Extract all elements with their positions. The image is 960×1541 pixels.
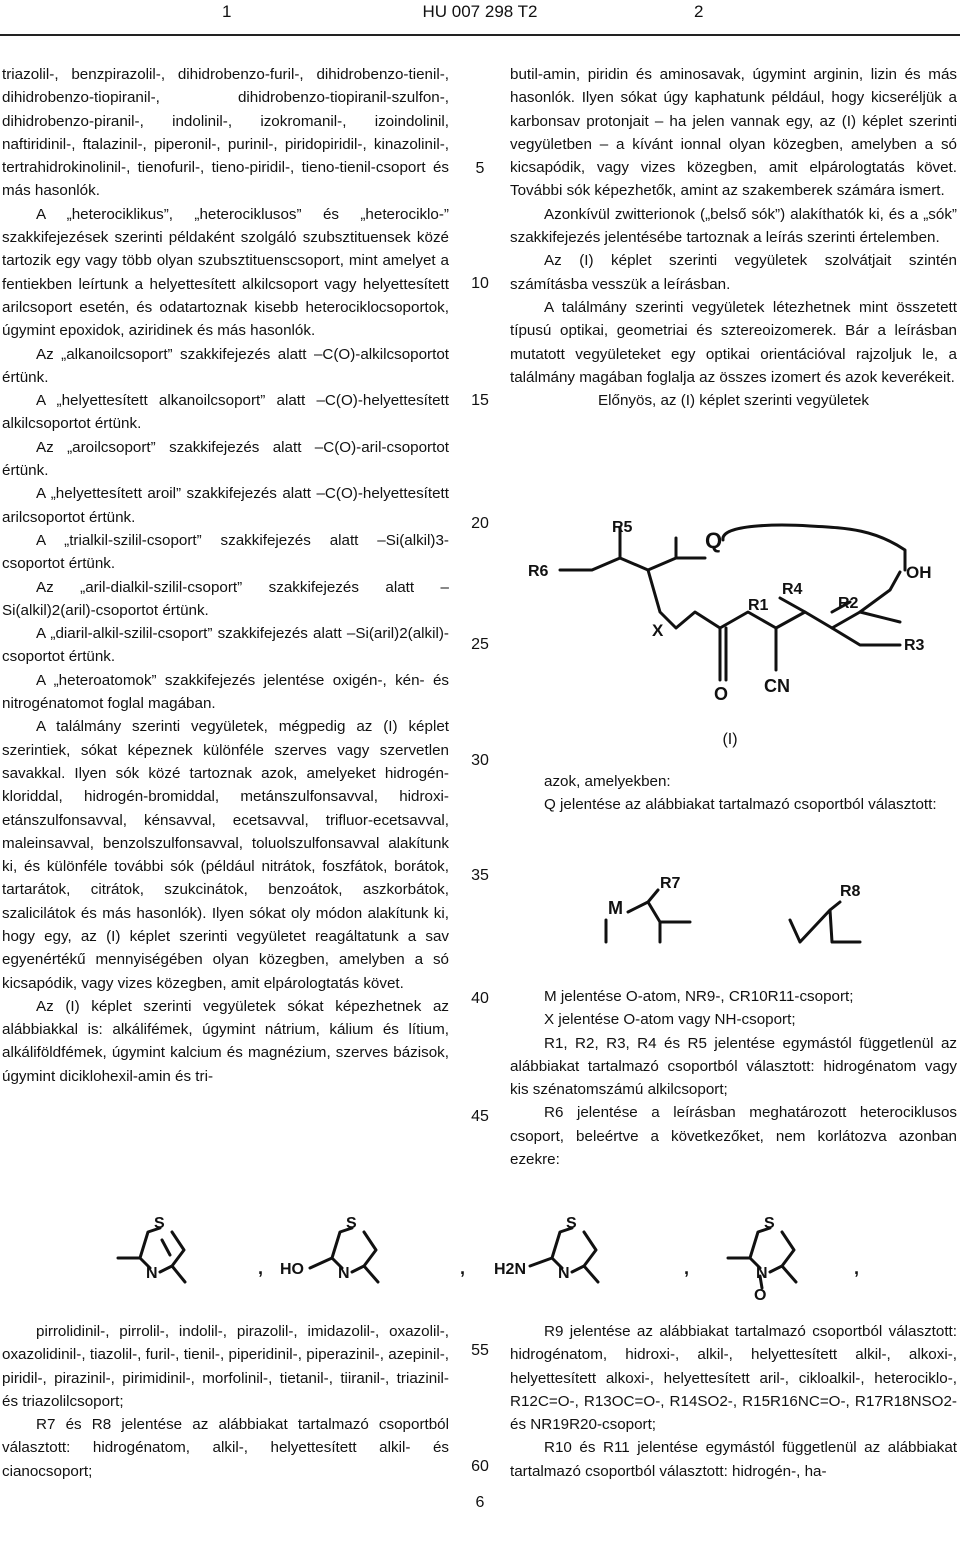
paragraph: Az (I) képlet szerinti vegyületek sókat képezhetnek az alábbiakkal is: alkálifémek, úgymint nátrium, kálium és lítium, alkáliföldfémek, úgymint kalcium és magnézium, szerves bázisok, úgymint diciklohexil-amin és tri- <box>2 997 449 1085</box>
atom-s: S <box>346 1215 357 1232</box>
right-page-number: 2 <box>694 2 704 21</box>
atom-r3: R3 <box>904 637 925 654</box>
separator-comma: , <box>854 1258 860 1278</box>
separator-comma: , <box>258 1258 264 1278</box>
left-column-bottom <box>2 1320 449 1483</box>
atom-s: S <box>764 1215 775 1232</box>
paragraph: A „helyettesített aroil” szakkifejezés alatt –C(O)-helyettesített arilcsoportot értünk. <box>2 485 449 526</box>
paragraph: R6 jelentése a leírásban meghatározott heterociklusos csoport, beleértve a következőket, nem korlátozva azonban ezekre: <box>510 1104 957 1169</box>
atom-cn: CN <box>764 676 790 696</box>
atom-r8: R8 <box>840 883 861 900</box>
formula-i-structure <box>520 520 960 725</box>
paragraph: A „helyettesített alkanoilcsoport” alatt –C(O)-helyettesített alkilcsoportot értünk. <box>2 392 449 433</box>
atom-r7: R7 <box>660 875 681 892</box>
right-column-definitions <box>510 985 957 1171</box>
line-number: 60 <box>471 1458 489 1475</box>
atom-s: S <box>566 1215 577 1232</box>
atom-h2n: H2N <box>494 1261 527 1278</box>
atom-r5: R5 <box>612 520 633 536</box>
paragraph: azok, amelyekben: <box>544 773 671 790</box>
page-number: 6 <box>475 1494 485 1511</box>
line-number: 20 <box>471 515 489 532</box>
line-number: 40 <box>471 990 489 1007</box>
atom-oh: OH <box>906 563 932 582</box>
line-number: 35 <box>471 867 489 884</box>
right-column-middle <box>510 770 957 817</box>
left-column-top <box>2 63 449 1088</box>
line-number: 55 <box>471 1342 489 1359</box>
line-number: 30 <box>471 752 489 769</box>
paragraph: M jelentése O-atom, NR9-, CR10R11-csoport; <box>544 988 854 1005</box>
atom-n: N <box>146 1265 158 1282</box>
paragraph: Az „aril-dialkil-szilil-csoport” szakkifejezés alatt –Si(alkil)2(aril)-csoportot értünk. <box>2 578 449 619</box>
atom-ho: HO <box>280 1261 304 1278</box>
atom-x: X <box>652 621 664 640</box>
paragraph: triazolil-, benzpirazolil-, dihidrobenzo-furil-, dihidrobenzo-tienil-, dihidrobenzo-tiopiranil-, dihidrobenzo-tiopiranil-szulfon-, dihidrobenzo-piranil-, indolinil-, izokromanil-, izoindolinil, naftiridinil-, ftalazinil-, piperonil-, purinil-, piridopiridil-, kinazolinil-, tertrahidrokinolinil-, tienofuril-, tieno-piridil-, tieno-tienil-csoport és más hasonlók. <box>2 66 449 200</box>
separator-comma: , <box>684 1258 690 1278</box>
paragraph: Előnyös, az (I) képlet szerinti vegyületek <box>598 392 869 410</box>
paragraph: Az „aroilcsoport” szakkifejezés alatt –C(O)-aril-csoportot értünk. <box>2 438 449 480</box>
paragraph: A „diaril-alkil-szilil-csoport” szakkifejezés alatt –Si(aril)2(alkil)-csoportot értünk. <box>2 625 449 666</box>
line-number: 5 <box>475 160 485 177</box>
line-number: 25 <box>471 636 489 653</box>
paragraph: R1, R2, R3, R4 és R5 jelentése egymástól függetlenül az alábbiakat tartalmazó csoportból választott: hidrogénatom vagy kis szénatomszámú alkilcsoport; <box>510 1034 957 1099</box>
atom-o: O <box>754 1287 767 1300</box>
paragraph: R10 és R11 jelentése egymástól függetlenül az alábbiakat tartalmazó csoportból választott: hidrogén-, ha- <box>510 1439 957 1480</box>
atom-n: N <box>338 1265 350 1282</box>
line-number: 45 <box>471 1108 489 1125</box>
atom-r6: R6 <box>528 563 549 580</box>
atom-m: M <box>608 898 623 918</box>
atom-n: N <box>558 1265 570 1282</box>
r6-thiazole-structures <box>100 1210 880 1305</box>
paragraph: R7 és R8 jelentése az alábbiakat tartalmazó csoportból választott: hidrogénatom, alkil-, helyettesített alkil- és cianocsoport; <box>2 1416 449 1480</box>
paragraph: butil-amin, piridin és aminosavak, úgymint arginin, lizin és más hasonlók. Ilyen sókat úgy kaphatunk például, hogy kicseréljük a karbonsav protonjait – ha jelen vannak egy, az (I) képlet szerinti vegyületben – a kívánt ionnal olyan közegben, amelyben a só kicsapódik, vagy vizes közegben, amit elpárologtatás követ. További sók képezhetők, amint az szakemberek számára ismert. <box>510 66 957 200</box>
line-number: 15 <box>471 392 489 409</box>
paragraph: R9 jelentése az alábbiakat tartalmazó csoportból választott: hidrogénatom, hidroxi-, alkil-, helyettesített alkil-, alkoxi-, helyettesített alkoxi-, helyettesített aril-, cikloalkil-, heterociklo-, R12C=O-, R13OC=O-, R14SO2-, R15R16NC=O-, R17R18NSO2- és NR19R20-csoport; <box>510 1323 957 1434</box>
paragraph: Q jelentése az alábbiakat tartalmazó csoportból választott: <box>544 796 937 814</box>
formula-label: (I) <box>722 731 738 748</box>
atom-s: S <box>154 1215 165 1232</box>
atom-o: O <box>714 684 729 704</box>
right-column-top <box>510 63 957 412</box>
atom-n: N <box>756 1265 768 1282</box>
atom-r4: R4 <box>782 581 803 598</box>
paragraph: A „heteroatomok” szakkifejezés jelentése oxigén-, kén- és nitrogénatomot foglal magában. <box>2 671 449 713</box>
atom-r2: R2 <box>838 595 859 612</box>
atom-q: Q <box>705 528 723 553</box>
q-group-structures <box>600 870 880 955</box>
paragraph: A találmány szerinti vegyületek létezhetnek mint összetett típusú optikai, geometriai és sztereoizomerek. Bár a leírásban mutatott vegyületeket egy optikai orientációval rajzoljuk le, a találmány magában foglalja az összes izomert és azok keverékeit. <box>510 298 957 386</box>
line-number: 10 <box>471 275 489 292</box>
right-column-bottom <box>510 1320 957 1483</box>
paragraph: Az „alkanoilcsoport” szakkifejezés alatt –C(O)-alkilcsoportot értünk. <box>2 345 449 386</box>
paragraph: X jelentése O-atom vagy NH-csoport; <box>544 1011 796 1029</box>
paragraph: A „heterociklikus”, „heterociklusos” és „heterociklo-” szakkifejezések szerinti példaként szolgáló szubsztituensek közé tartozik egy vagy több olyan szubsztituenscsoport, mint amelyet a fentiekben leírtunk a helyettesített alkilcsoport vagy helyettesített arilcsoport esetén, és odatartoznak kisebb heterociklocsoportok, úgymint epoxidok, aziridinek és más hasonlók. <box>2 205 449 340</box>
paragraph: pirrolidinil-, pirrolil-, indolil-, pirazolil-, imidazolil-, oxazolil-, oxazolidinil-, tiazolil-, furil-, tienil-, piperidinil-, piperazinil-, azepinil-, piridil-, pirazinil-, pirimidinil-, morfolinil-, tietanil-, tiiranil-, triazinil- és triazolilcsoport; <box>2 1323 449 1410</box>
atom-r1: R1 <box>748 597 769 614</box>
paragraph: A találmány szerinti vegyületek, mégpedig az (I) képlet szerintiek, sókat képeznek különféle szerves vagy szervetlen savakkal. Ilyen sók közé tartoznak azok, amelyeket hidrogén-kloriddal, hidrogén-bromiddal, metánszulfonsavval, hidroxi-etánszulfonsavval, kénsavval, ecetsavval, trifluor-ecetsavval, maleinsavval, benzolszulfonsavval, toluolszulfonsavval alakítunk ki, és különféle további sók (például nitrátok, foszfátok, borátok, tartarátok, citrátok, szukcinátok, benzoátok, aszkorbátok, szalicilátok és más hasonlók). Ilyen sókat oly módon alakítunk ki, hogy egy, az (I) képlet szerinti vegyületet reagáltatunk a sav egyenértékű mennyiségében olyan közegben, amelyben a só kicsapódik, vagy vizes közegben, amit elpárologtatás követ. <box>2 718 449 992</box>
left-page-number: 1 <box>222 2 232 21</box>
document-title: HU 007 298 T2 <box>422 2 538 21</box>
paragraph: A „trialkil-szilil-csoport” szakkifejezés alatt –Si(alkil)3-csoportot értünk. <box>2 531 449 573</box>
header-rule <box>0 34 960 36</box>
separator-comma: , <box>460 1258 466 1278</box>
paragraph: Az (I) képlet szerinti vegyületek szolvátjait szintén számításba vesszük a leírásban. <box>510 252 957 293</box>
paragraph: Azonkívül zwitterionok („belső sók”) alakíthatók ki, és a „sók” szakkifejezés jelentésébe tartoznak a leírás szerinti értelemben. <box>510 205 957 247</box>
